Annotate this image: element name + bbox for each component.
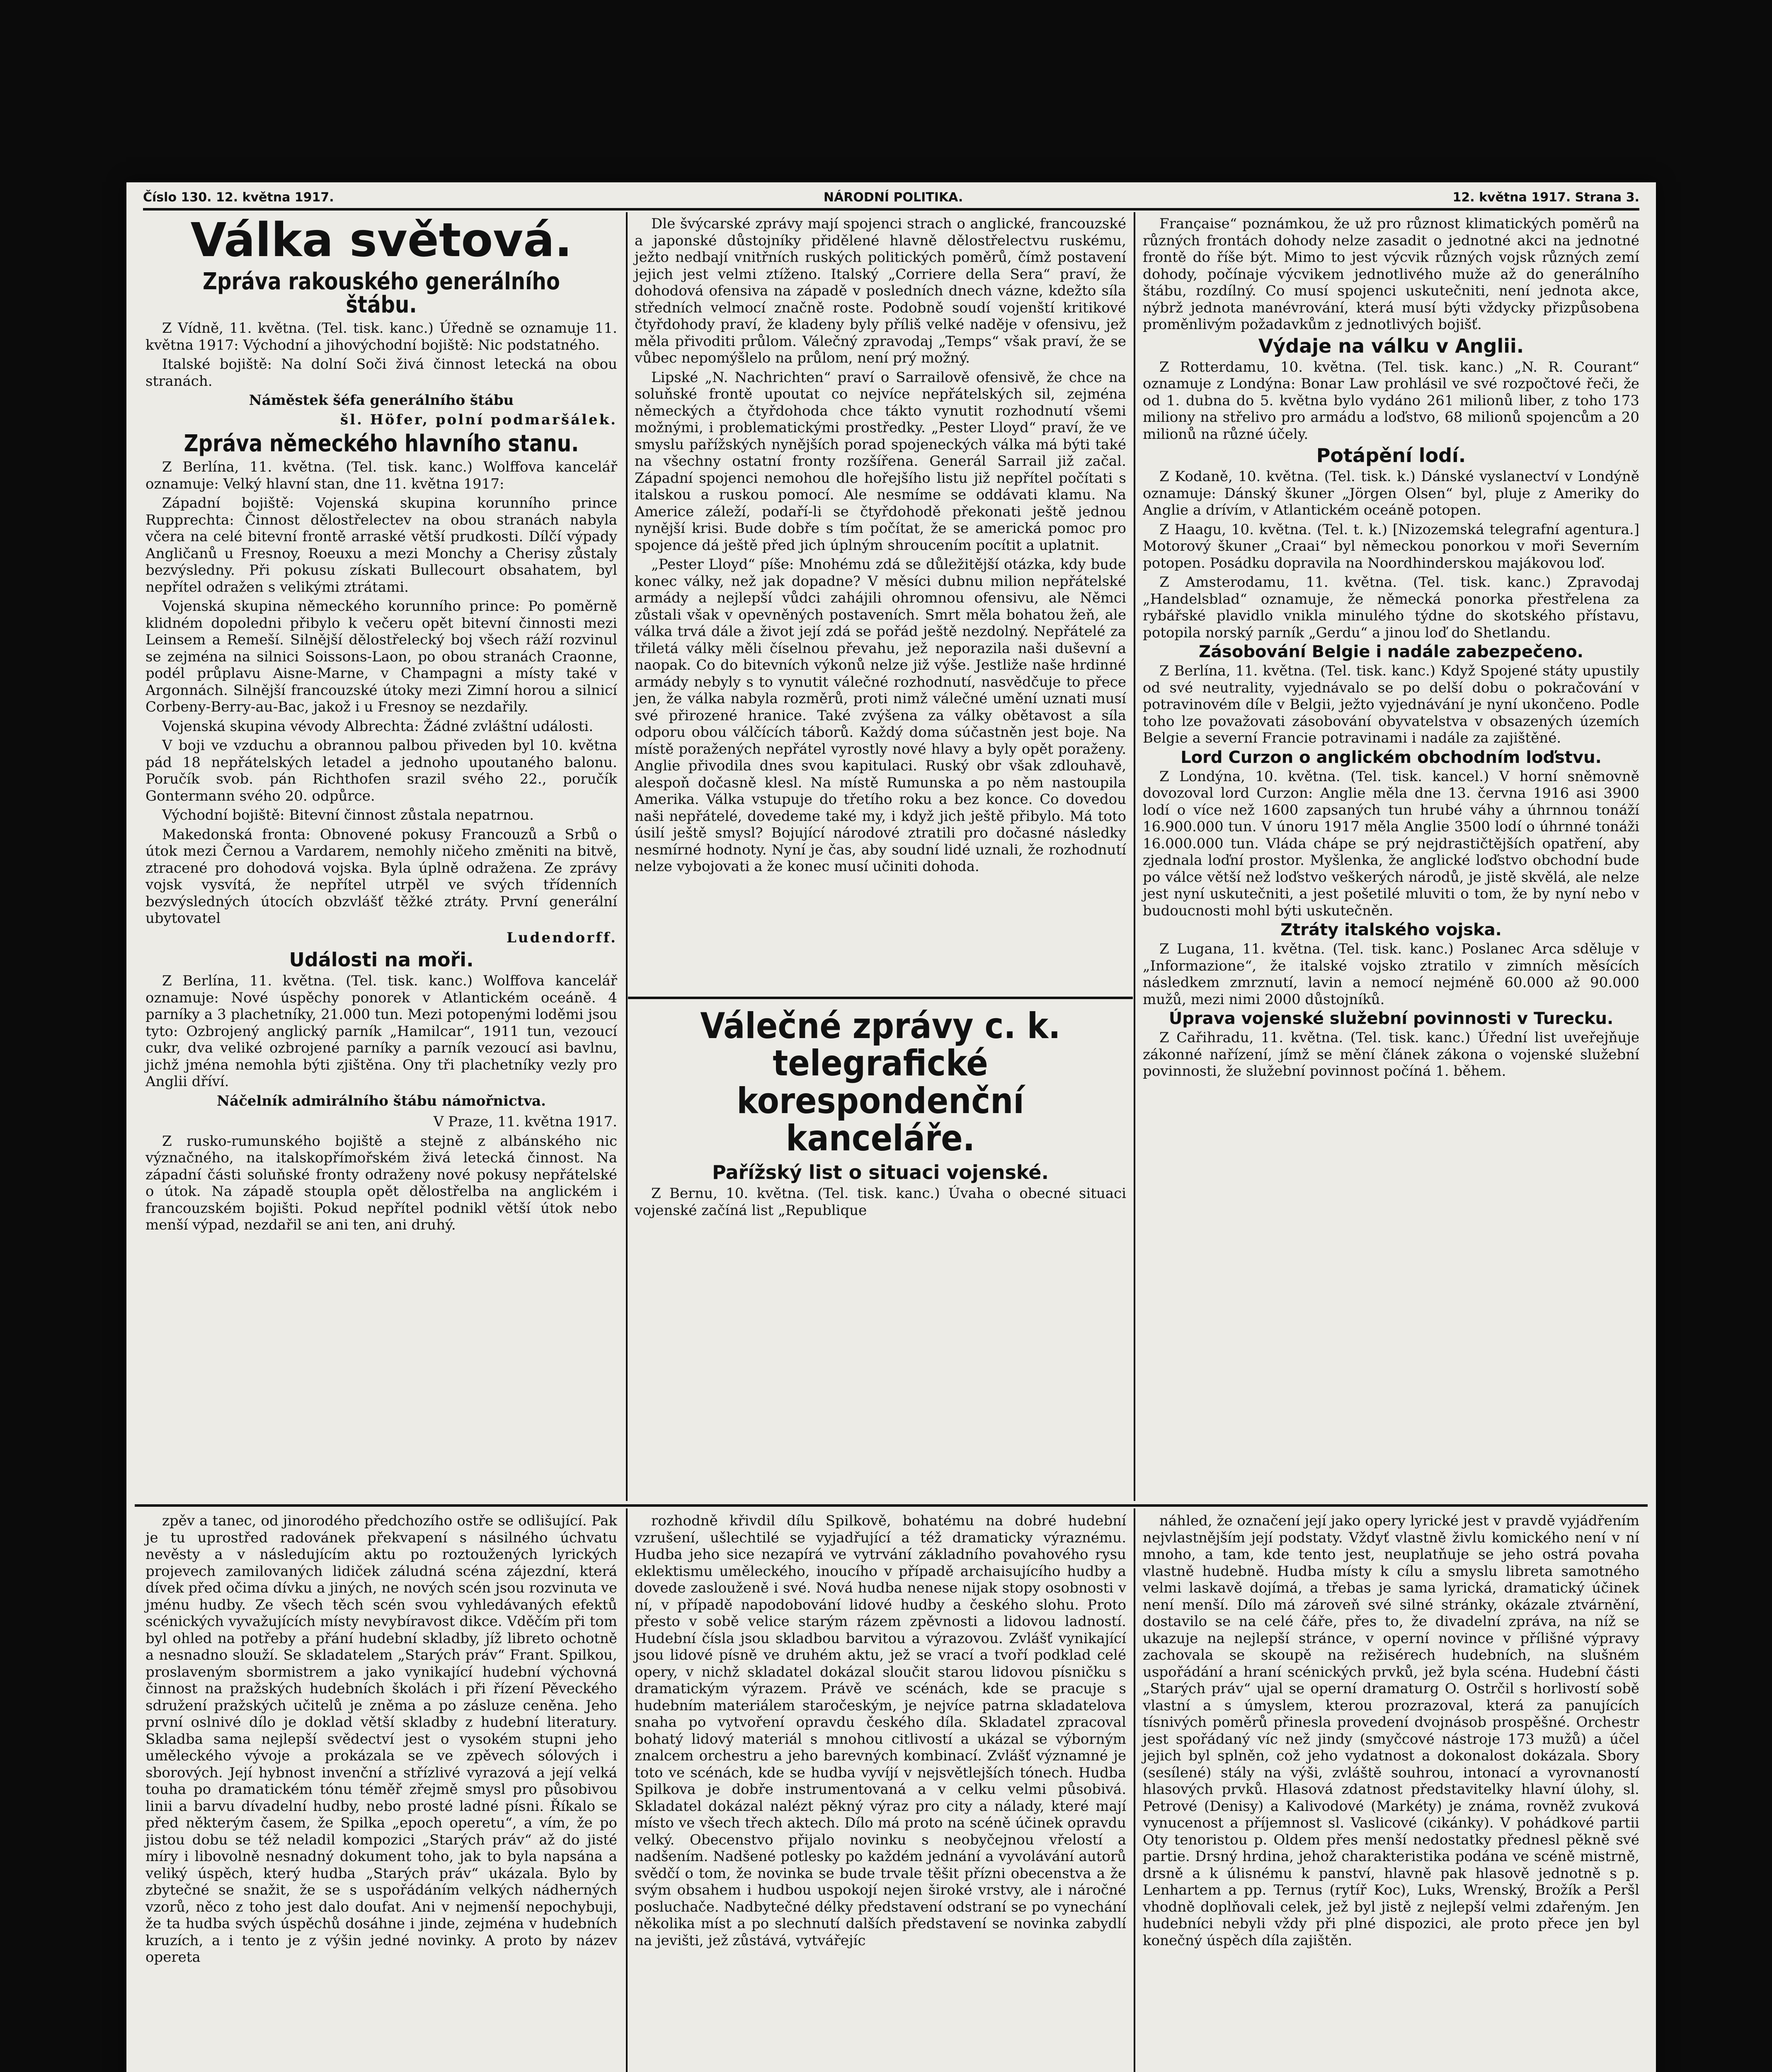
- austrian-p1: Z Vídně, 11. května. (Tel. tisk. kanc.) Úředně se oznamuje 11. května 1917: Východní a jihovýchodní bojiště: Nic podstatného.: [145, 320, 617, 353]
- german-p7: Makedonská fronta: Obnovené pokusy Francouzů a Srbů o útok mezi Černou a Vardarem, nemohly ničeho změniti na bitvě, ztracené pro dohodová vojska. Byla úplně odražena. Ze zprávy vojsk vysvítá, že nepřítel utrpěl ve svých třídenních bezvýsledných útocích obzvlášť těžké ztráty. První generální ubytovatel: [145, 826, 617, 927]
- sea-signature: Náčelník admirálního štábu námořnictva.: [216, 1092, 546, 1109]
- feuilleton-col-1: [139, 1513, 624, 2072]
- column-1: [139, 215, 624, 1500]
- newspaper-page: [126, 182, 1656, 2072]
- italian-losses-title: Ztráty italského vojska.: [1280, 920, 1502, 939]
- issue-info: Číslo 130. 12. května 1917.: [143, 190, 334, 205]
- column-rule: [626, 1508, 628, 2072]
- mid-p1: Z Bernu, 10. května. (Tel. tisk. kanc.) Úvaha o obecné situaci vojenské začíná list „Republique: [635, 1185, 1126, 1219]
- german-p5: V boji ve vzduchu a obrannou palbou přiveden byl 10. května pád 18 nepřátelských letadel a jednoho upoutaného balonu. Poručík svob. pán Richthofen srazil svého 22., poručík Gontermann svého 20. odpůrce.: [145, 737, 617, 804]
- belgium-supply-title: Zásobování Belgie i nadále zabezpečeno.: [1199, 642, 1583, 661]
- col3-p8: Z Lugana, 11. května. (Tel. tisk. kanc.) Poslanec Arca sděluje v „Informazione“, že italské vojsko ztratilo v zimních měsících následkem zmrznutí, lavin a nemocí nejméně 60.000 až 90.000 mužů, mezi nimi 2000 důstojníků.: [1143, 941, 1639, 1008]
- austrian-p3: Náměstek šéfa generálního štábu: [249, 392, 514, 409]
- curzon-title: Lord Curzon o anglickém obchodním loďstvu.: [1181, 748, 1602, 767]
- column-rule: [626, 212, 628, 1501]
- column-2: [628, 215, 1133, 995]
- feuilleton-col-3: [1136, 1513, 1646, 2072]
- col2-p2: Lipské „N. Nachrichten“ praví o Sarrailově ofensivě, že chce na soluňské frontě upoutat co nejvíce nepřátelských sil, zejména německých a čtyřdohoda chce tákto vynutit rozhodnutí všemi možnými, i problematickými prostředky. „Pester Lloyd“ praví, že ve smyslu pařížských nynějších porad spojeneckých válka má býti také na všechny ostatní fronty rozšířena. Generál Sarrail již začal. Západní spojenci nemohou dle hořejšího listu již nepřítel počítati s italskou a ruskou pomocí. Ale nesmíme se oddávati klamu. Na Americe záleží, podaří-li se čtyřdohodě překonati ještě jednou nynější krisi. Bude dobře s tím počítat, že se americká pomoc pro spojence dá ještě před jich úplným shroucením pocítit a uplatnit.: [635, 369, 1126, 554]
- war-title: Válka světová.: [190, 215, 572, 267]
- feuilleton-c1: zpěv a tanec, od jinorodého předchozího ostře se odlišující. Pak je tu uprostřed radovánek překvapení s násilného úchvatu nevěsty a v následujícím aktu po roztoužených lyrických projevech zamilovaných lidiček záludná scéna zájezdní, která dívek před očima dívku a jiných, ne nových scén jsou rozvinuta ve jménu hudby. Ze všech těch scén svou vyhledávaných efektů scénických vyvažujících místy nevybíravost dikce. Vděčím při tom byl ohled na potřeby a přání hudební skladby, jíž libreto ochotně a nesnadno slouží. Se skladatelem „Starých práv“ Frant. Spilkou, proslaveným sbormistrem a jako vynikající hudební výchovná činnost na pražských hudebních školách i při řízení Pěveckého sdružení pražských učitelů je zněma a po zásluze ceněna. Jeho první oslnivé dílo je doklad větší skladby z hudební literatury. Skladba sama nejlepší svědectví jest o vysokém stupni jeho uměleckého vývoje a prokázala se ve zpěvech sólových i sborových. Její hybnost invenční a střízlivé vyrazová a její velká touha po dramatickém tónu téměř zřejmě smysl pro působivou linii a barvu dívadelní hudby, nebo prosté ladné písni. Říkalo se před některým časem, že Spilka „epoch operetu“, a vím, že po jistou dobu se též neladil kompozici „Starých práv“ až do jisté míry i libovolně nesnadný dokument toho, jak to byla napsána a veliký úspěch, který hudba „Starých práv“ ukázala. Bylo by zbytečné se snažit, že se s uspořádáním velkých nádherných vzorů, něco z toho jest dalo doufat. Ani v nejmenší nepochybuji, že ta hudba svých úspěchů dosáhne i jinde, zejména v hudebních kruzích, a i tento je z výšin jedné novinky. A proto by název opereta: [145, 1513, 617, 1965]
- col3-p2: Z Rotterdamu, 10. května. (Tel. tisk. kanc.) „N. R. Courant“ oznamuje z Londýna: Bonar Law prohlásil ve své rozpočtové řeči, že od 1. dubna do 5. května bylo vydáno 261 milionů liber, z toho 173 miliony na střelivo pro armádu a loďstvo, 68 milionů spojencům a 20 milionů na různé účely.: [1143, 358, 1639, 443]
- col3-p1: Française“ poznámkou, že už pro různost klimatických poměrů na různých frontách dohody nelze zasadit o jednotné akci na jednotné frontě do říše být. Mimo to jest výcvik různých vojsk různých zemí dohody, počínaje výcvikem jednotlivého muže až do generálního štábu, rozdílný. Co musí spojenci uskutečniti, není jednota akce, nýbrž jednota manévrování, která musí býti vždycky přizpůsobena proměnlivým požadavkům z jednotlivých bojišť.: [1143, 215, 1639, 333]
- col3-p9: Z Cařihradu, 11. května. (Tel. tisk. kanc.) Úřední list uveřejňuje zákonné nařízení, jímž se mění článek zákona o vojenské služební povinnosti, že služební povinnost počíná 1. během.: [1143, 1029, 1639, 1080]
- ship-sinking-title: Potápění lodí.: [1316, 444, 1466, 467]
- telegraph-title: Válečné zprávy c. k. telegrafické korespondenční kanceláře.: [700, 1005, 1061, 1159]
- german-p2: Západní bojiště: Vojenská skupina korunního prince Rupprechta: Činnost dělostřelectev na obou stranách nabyla včera na celé bitevní frontě arraské větší prudkosti. Dílčí výpady Angličanů u Fresnoy, Roeuxu a mezi Monchy a Cherisy zůstaly bezvýsledny. Při pokusu získati Bullecourt obsahatem, byl nepřítel odražen s velikými ztrátami.: [145, 495, 617, 595]
- column-rule: [1134, 1508, 1135, 2072]
- german-signature: Ludendorff.: [507, 929, 617, 946]
- sea-events-title: Události na moři.: [289, 949, 474, 971]
- column-rule: [1134, 212, 1135, 1501]
- feuilleton-c2: rozhodně křivdil dílu Spilkově, bohatému na dobré hudební vzrušení, ušlechtilé se vyjadřující a též dramaticky výraznému. Hudba jeho sice nezapírá ve vytrvání základního povahového rysu eklektismu uměleckého, inoucího v případě archaisujícího hudby a dovede zaslouženě i své. Nová hudba nenese nijak stopy osobnosti v ní, v případě napodobování lidové hudby a českého slohu. Proto přesto v sobě velice starým rázem zpěvnosti a lidovou ladností. Hudební čísla jsou skladbou barvitou a výrazovou. Zvlášť vynikající jsou lidové písně ve druhém aktu, jež se vrací a tvoří podklad celé opery, v nichž skladatel dokázal sloučit starou lidovou písničku s dramatickým výrazem. Právě ve scénách, kde se pracuje s hudebním materiálem staročeským, je nejvíce patrna skladatelova snaha po vytvoření opravdu českého díla. Skladatel zpracoval bohatý lidový materiál s mnohou citlivostí a ukázal se výborným znalcem orchestru a jeho barevných kombinací. Zvlášť významné je toto ve scénách, kde se hudba vyvíjí v nejsvětlejších tónech. Hudba Spilkova je dobře instrumentovaná a v celku velmi působivá. Skladatel dokázal nalézt pěkný výraz pro city a nálady, které mají místo ve všech třech aktech. Dílo má proto na scéně účinek opravdu velký. Obecenstvo přijalo novinku s neobyčejnou vřelostí a nadšením. Nadšené potlesky po každém jednání a vyvolávání autorů svědčí o tom, že novinka se bude trvale těšit přízni obecenstva a že svým obsahem i hudbou uspokojí nejen široké vrstvy, ale i náročné posluchače. Nadbytečné délky představení odstraní se po vynechání několika míst a po slechnutí dalších představení se novinka zabydlí na jevišti, jež zůstává, vytvářejíc: [635, 1513, 1126, 1949]
- col2-p1: Dle švýcarské zprávy mají spojenci strach o anglické, francouzské a japonské důstojníky přidělené hlavně dělostřelectvu ruskému, ježto nedbají vnitřních ruských politických poměrů, čímž postavení jejich jest velmi ztíženo. Italský „Corriere della Sera“ praví, že dohodová ofensiva na západě v posledních dnech váznе, kdežto síla středních velmocí značně roste. Podobně soudí vojenští kritikové čtyřdohody praví, že kladeny byly příliš velké naděje v ofensivu, jež měla přivoditi průlom. Válečný zpravodaj „Temps“ však praví, že se vůbec nepomýšlelo na průlom, není prý možný.: [635, 215, 1126, 366]
- turkey-service-title: Úprava vojenské služební povinnosti v Turecku.: [1168, 1009, 1614, 1028]
- col3-p7: Z Londýna, 10. května. (Tel. tisk. kancel.) V horní sněmovně dovozoval lord Curzon: Anglie měla dne 13. června 1916 asi 3900 lodí o více než 1600 zapsaných tun hrubé váhy a úhrnnou tonáží 16.900.000 tun. V únoru 1917 měla Anglie 3500 lodí o úhrnné tonáži 16.000.000 tun. Vláda chápe se prý nejdrastičtějších opatření, aby zjednala loďní prostor. Myšlenka, že anglické loďstvo obchodní bude po válce větší než loďstvo veškerých národů, je jistě skvělá, ale nelze jest nyní uskutečniti, a jest pošetilé mluviti o tom, že by nyní nebo v budoucnosti mohl býti uskutečněn.: [1143, 768, 1639, 919]
- paris-paper-title: Pařížský list o situaci vojenské.: [712, 1161, 1049, 1184]
- page-header: [143, 186, 1639, 211]
- col2-p3: „Pester Lloyd“ píše: Mnohému zdá se důležitější otázka, kdy bude konec války, než jak dopadne? V měsíci dubnu milion nepřátelské armády a nejlepší vůdci zahájili ohromnou ofensivu, ale Němci zůstali však v opevněných postaveních. Smrt měla bohatou žeň, ale válka trvá dále a život její zdá se pořád ještě nezdolný. Nepřátelé za třiletá války měli číselnou převahu, jež neporazila naši duševní a naopak. Co do bitevních výkonů nelze již výše. Jestliže naše hrdinné armády nebyly s to vynutit válečné rozhodnutí, nasvědčuje to přece jen, že válka nabyla rozměrů, proti nimž válečné umění uznati musí své přirozené hranice. Také zvýšena za války obětavost a síla odporu obou válčících táborů. Každý doma súčastněn jest boje. Na místě poražených nepřátel vyrostly nové hlavy a byly opět poraženy. Anglie přivodila dnes svou kapitulaci. Ruský obr však zdlouhavě, alespoň dočasně klesl. Na místě Rumunska a po něm nastoupila Amerika. Válka vstupuje do třetího roku a bez konce. Co dovedou naši nepřátelé, dovedeme také my, i když jich ještě přibylo. Má toto úsilí ještě smysl? Bojující národové ztratili pro dočasné následky nesmírné hodnoty. Nyní je čas, aby soudní lidé uznali, že rozhodnutí nelze vybojovati a že konec musí učiniti dohoda.: [635, 556, 1126, 875]
- telegraph-section: [628, 1005, 1133, 1500]
- col3-p6: Z Berlína, 11. května. (Tel. tisk. kanc.) Když Spojené státy upustily od své neutrality, vyjednávalo se po delší dobu o pokračování v potravinovém díle v Belgii, ježto vyjednávání je nyní ukončeno. Podle toho lze považovati zásobování obyvatelstva v obsazených územích Belgie a severní Francie potravinami i nadále za zajištěné.: [1143, 663, 1639, 746]
- german-report-title: Zpráva německého hlavního stanu.: [184, 430, 579, 457]
- col3-p4: Z Haagu, 10. května. (Tel. t. k.) [Nizozemská telegrafní agentura.] Motorový škuner „Craai“ byl německou ponorkou v moři Severním potopen. Posádku dopravila na Noordhinderskou majákovou loď.: [1143, 521, 1639, 571]
- austrian-p2: Italské bojiště: Na dolní Soči živá činnost letecká na obou stranách.: [145, 356, 617, 390]
- austrian-signature: šl. Höfer, polní podmaršálek.: [340, 411, 617, 428]
- german-p6: Východní bojiště: Bitevní činnost zůstala nepatrnou.: [162, 807, 534, 823]
- column-3: [1136, 215, 1646, 1500]
- sea-p1: Z Berlína, 11. května. (Tel. tisk. kanc.) Wolffova kancelář oznamuje: Nové úspěchy ponorek v Atlantickém oceáně. 4 parníky a 3 plachetníky, 21.000 tun. Mezi potopenými loděmi jsou tyto: Ozbrojený anglický parník „Hamilcar“, 1911 tun, vezoucí cukr, dva veliké ozbrojené parníky a parník vezoucí asi bavlnu, jichž jména nemohla býti zjištěna. Ony tři plachetníky vezly pro Anglii dříví.: [145, 973, 617, 1090]
- feuilleton-c3: náhled, že označení její jako opery lyrické jest v pravdě vyjádřením nejvlastnějším její podstaty. Vždyť vlastně živlu komického není v ní mnoho, a tam, kde tento jest, neuplatňuje se jeho ostrá povaha vlastně hudebně. Hudba místy k cílu a smyslu libreta samotného velmi laskavě dojímá, a třebas je sama lyrická, dramatický účinek není menší. Dílo má zároveň své silné stránky, okázale ztvárnění, dostavilo se na celé čáře, přes to, že divadelní zpráva, na níž se ukazuje na nejlepší stránce, v operní novince v přílišné výpravy zachovala se skoupě na režisérech hudebních, na slušném uspořádání a hraní scénických prvků, jež byla scéna. Hudební části „Starých práv“ ujal se operní dramaturg O. Ostrčil s horlivostí sobě vlastní a s úmyslem, kterou prozrazoval, která za panujících tísnivých poměrů přinesla provedení dvojnásob prospěšné. Orchestr jest spořádaný víc než jindy (smyčcové nástroje 173 mužů) a účel jejich byl splněn, což jeho vydatnost a dokonalost dokázala. Sbory (sesílené) stály na výši, zvláště souhrou, intonací a vyrovnaností hlasových prvků. Hlasová zdatnost představitelky hlavní úlohy, sl. Petrové (Denisy) a Kalivodové (Markéty) je známa, rovněž zvuková vynucenost a příjemnost sl. Vaslicové (cikánky). V pohádkové partii Oty tenoristou p. Oldem přes menší nedostatky přednesl pěkně své partie. Drsný hrdina, jehož charakteristika podána ve scéně mistrně, drsně a k úlisnému k panství, hlavně pak hlasově jednotně s p. Lenhartem a pp. Ternus (rytíř Koc), Luks, Wrenský, Brožík a Peršl vhodně doplňovali celek, jež byl jistě z nejlepší velmi zdařeným. Jen hudebníci nebyli vždy při plné dispozici, ale proto přece jen byl konečný úspěch díla zajištěn.: [1143, 1513, 1639, 1949]
- col3-p3: Z Kodaně, 10. května. (Tel. tisk. k.) Dánské vyslanectví v Londýně oznamuje: Dánský škuner „Jörgen Olsen“ byl, pluje z Ameriky do Anglie a drívím, v Atlantickém oceáně potopen.: [1143, 468, 1639, 518]
- page-info: 12. května 1917. Strana 3.: [1452, 190, 1639, 205]
- feuilleton-col-2: [628, 1513, 1133, 2072]
- prague-p1: Z rusko-rumunského bojiště a stejně z albánského nic význačného, na italskopřímořském živá letecká činnost. Na západní části soluňské fronty odraženy nové pokusy nepřátelské o útok. Na západě stoupla opět dělostřelba na anglickém i francouzském bojišti. Pokud nepřítel podnikl větší útok nebo menší výpad, nezdařil se ani ten, ani druhý.: [145, 1133, 617, 1233]
- col3-p5: Z Amsterodamu, 11. května. (Tel. tisk. kanc.) Zpravodaj „Handelsblad“ oznamuje, že německá ponorka přestřelena za rybářské plavidlo vnikla minulého týdne do skotského přístavu, potopila norský parník „Gerdu“ a jinou loď do Shetlandu.: [1143, 574, 1639, 641]
- german-p1: Z Berlína, 11. května. (Tel. tisk. kanc.) Wolffova kancelář oznamuje: Velký hlavní stan, dne 11. května 1917:: [145, 459, 617, 492]
- german-p4: Vojenská skupina vévody Albrechta: Žádné zvláštní události.: [162, 718, 594, 735]
- section-rule: [628, 997, 1133, 999]
- austrian-report-title: Zpráva rakouského generálního štábu.: [203, 268, 560, 318]
- german-p3: Vojenská skupina německého korunního prince: Po poměrně klidném dopoledni přibylo k večeru opět bitevní činnosti mezi Leinsem a Remeší. Silnější dělostřelecký boj všech ráží rozvinul se zejména na silnici Soissons-Laon, po obou stranách Craonne, podél průplavu Aisne-Marne, v Champagni a místy také v Argonnách. Silnější francouzské útoky mezi Zimní horou a silnicí Corbeny-Berry-au-Bac, jakož i u Fresnoy se nezdařily.: [145, 598, 617, 715]
- england-expenses-title: Výdaje na válku v Anglii.: [1258, 334, 1524, 357]
- prague-dateline: V Praze, 11. května 1917.: [433, 1113, 617, 1130]
- feuilleton-rule: [135, 1504, 1648, 1507]
- masthead: NÁRODNÍ POLITIKA.: [823, 190, 963, 205]
